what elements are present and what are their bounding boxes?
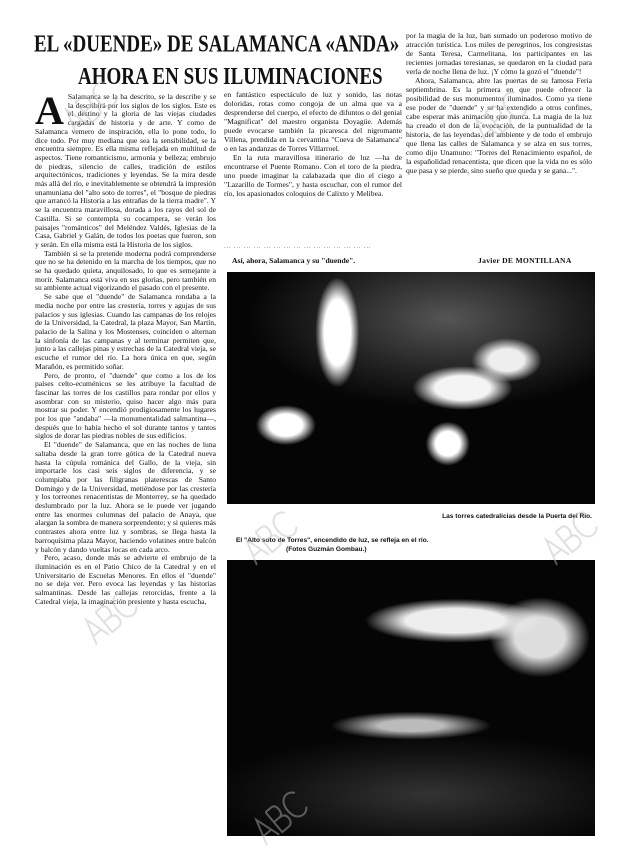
headline-line-2: AHORA EN SUS ILUMINACIONES (78, 63, 383, 91)
separator-dots: ... ... ... ... ... ... ... ... ... ... ... ... ... ... ... (224, 244, 372, 250)
article-paragraph: Pero, acaso, donde más se advierte el embrujo de la iluminación es en el Patio Chico de la Catedral y en el Universitario de Escuelas Menores. En ellos el "duende" no se deja ver. Pero evoca las leyendas y las historias salmantinas. Desde las callejas retorcidas, frente a la Catedral vieja, la imaginación presiente y hasta escucha, (35, 553, 216, 606)
photo-caption (236, 536, 429, 554)
article-paragraph: por la magia de la luz, han sumado un poderoso motivo de atracción turística. Los miles de peregrinos, los congresistas de Santa Teresa, Carmelitana, los participantes en las recientes jornadas teresianas, se quedaron en la ciudad para verla de noche llena de luz. ¡Y cómo la gozó el "duende"! (406, 31, 592, 76)
article-paragraph (35, 88, 216, 250)
headline-line-1: EL «DUENDE» DE SALAMANCA «ANDA» (34, 30, 400, 58)
article-paragraph-text: Salamanca se la ha descrito, se la describe y se la describirá por los siglos de los siglos. Este es el destino y la gloria de las viejas ciudades cargadas de historia y de arte. Y como de Salamanca vemero de inspiración, ella lo pone todo, lo dice todo. Por muy mediana que sea la sensibilidad, se la encuentra siempre. Es ella misma reflejada en multitud de aspectos. Tiene romanticismo, armonía y belleza; embrujo de piedras, silencio de calles, tradición de estilos arquitectónicos, tradiciones y leyendas. Se la mira desde más allá del río, e inevitablemente se obtendrá la impresión unamuniana del "alto soto de torres", el "bosque de piedras que arrancó la Historia a las entrañas de la tierra madre". Y se la encuentra maravillosa, dorada a los rayos del sol de Castilla. Si se contempla su cocampera, se verán los paisajes "románticos" del Meléndez Valdés, Iglesias de la Casa, Gabriel y Galán, de todos los poetas que fueron, son y serán. En ella misma está la Historia de los siglos. (35, 92, 216, 249)
article-paragraph: en fantástico espectáculo de luz y sonido, las notas doloridas, rotas como congoja de un alma que va a desprenderse del cuerpo, el efecto de difuntos o del genial "Magnificat" del maestro organista Doyagüe. Además puede evocarse también la picaresca del nigromante Villena, prendida en la cervantina "Cueva de Salamanca" o en las andanzas de Torres Villarroel. (224, 90, 402, 153)
photo-river-reflection (227, 560, 595, 836)
photo-caption: Las torres catedralicias desde la Puerta del Río. (442, 513, 592, 520)
article-left-column (35, 88, 216, 606)
photo-cathedral-towers (227, 272, 595, 504)
headline (34, 28, 402, 93)
author-signature: Javier DE MONTILLANA (478, 256, 572, 265)
article-paragraph: Ahora, Salamanca, abre las puertas de su famosa Feria septiembrina. Es la primera en que puede ofrecer la posibilidad de sus monumentos iluminados. Como ya tiene ese poder de "duende" y se ha extendido a otros confines, cabe esperar más animación que nunca. La magia de la luz ha creado el don de la evocación, de la puntualidad de la historia, de las leyendas, del ambiente y de todo el embrujo que llena las calles de Salamanca y se alza en sus torres, como dijo Unamuno: "Torres del Renacimiento español, de la españolidad renacentista, que dicen que la vida no es sólo que pasa y se pierde, sino sueño que queda y se gana...". (406, 76, 592, 175)
article-paragraph: El "duende" de Salamanca, que en las noches de luna saltaba desde la gran torre gótica de la Catedral nueva hasta la cúpula románica del Gallo, de la vieja, sin importarle los casi seis siglos de diferencia, y se columpiaba por las filigranas platerescas de Santo Domingo y de la Universidad, metiéndose por las crestería y los torreones renacentistas de Monterrey, se ha quedado deslumbrado por la luz. Ahora se le puede ver jugando entre las enormes columnas del palacio de Anaya, que alargan la sombra de manera sorprendente; y si quieres más contrastes ahora entre luz y sombras, se llega hasta la barroquísima plaza Mayor, haciendo volatines entre balcón y balcón y dando vueltas locas en cada arco. (35, 440, 216, 554)
article-middle-column (224, 90, 402, 198)
photo-caption-text: El "Alto soto de Torres", encendido de luz, se refleja en el río. (236, 537, 429, 544)
drop-cap: A (35, 88, 64, 133)
article-paragraph: En la ruta maravillosa itinerario de luz —ha de encontrarse el Puente Romano. Con el toro de la piedra, uno puede imaginar la calabazada que dio el ciego a "Lazarillo de Tormes", y hasta escuchar, con el rumor del río, los apasionados coloquios de Calixto y Melibea. (224, 153, 402, 198)
article-paragraph: Se sabe que el "duende" de Salamanca rondaba a la media noche por entre las crestería, torres y agujas de sus palacios y sus iglesias. Cuando las campanas de los relojes de la Universidad, la Catedral, la plaza Mayor, San Martín, palacio de la Salina y los Mostenses, coinciden o alternan la sinfonía de las campanas y al terminar permiten que, junto a las callejas pinas y estrechas de la Catedral vieja, se escuche el rumor del río. La hora única en que, según Marañón, es permitido soñar. (35, 292, 216, 371)
article-paragraph: También si se la pretende moderna podrá comprenderse que no se ha detenido en la marcha de los tiempos, que no se ha quedado quieta, anquilosado, lo que es semejante a morir. Salamanca está viva en sus glorias, pero también en su ambiente actual vigorizando el pasado con el presente. (35, 248, 216, 293)
article-right-column (406, 31, 592, 175)
photo-credit: (Fotos Guzmán Gombau.) (286, 546, 367, 553)
photo-heading: Así, ahora, Salamanca y su "duende". (232, 256, 356, 265)
article-paragraph: Pero, de pronto, el "duende" que como a los de los países celto-ecuménicos se les atribuye la facultad de fascinar las torres de los castillos para rondar por ellos y asombrar con su misterio, quiso hacer algo más para mostrar su poder. Y encendió prodigiosamente los lugares por los que "andaba" —la monumentalidad salmantina—, después que lo había hecho el sol durante tantos y tantos siglos de dorar las piedras nobles de sus edificios. (35, 370, 216, 441)
